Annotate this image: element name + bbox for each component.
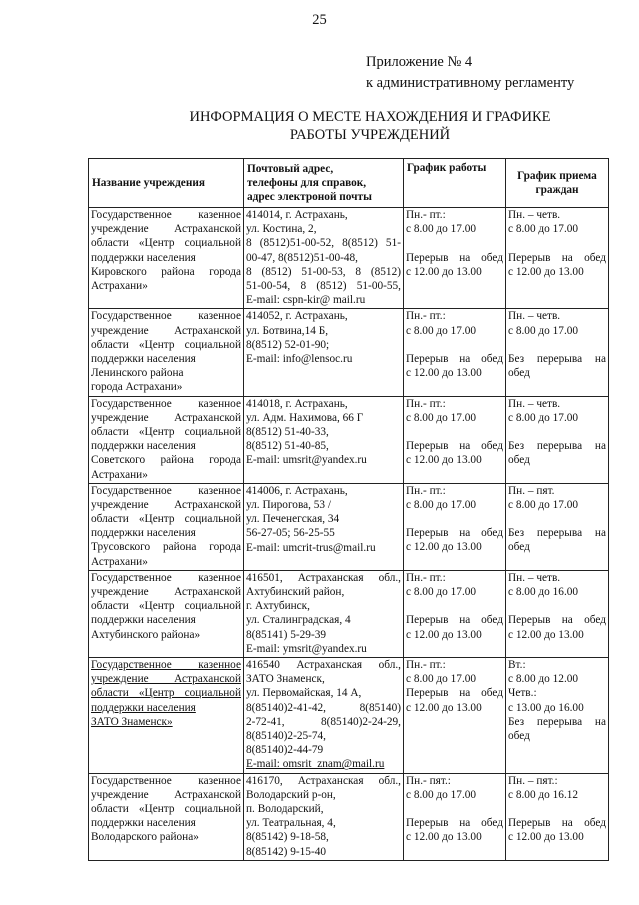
cell-institution-name-line: поддержки населения <box>91 817 196 830</box>
cell-institution-name-line: поддержки населения <box>91 527 196 540</box>
cell-work-schedule <box>404 309 506 396</box>
cell-institution-name-line: города Астрахани» <box>91 381 183 394</box>
cell-address-line: 2-72-41, 8(85140)2-24-29, <box>246 715 401 728</box>
cell-address-line: 8(85140)2-25-74, <box>246 730 327 743</box>
cell-institution-name <box>89 396 244 483</box>
cell-work-schedule-line: с 8.00 до 17.00 <box>406 498 477 511</box>
header-work-schedule: График работы <box>404 159 506 208</box>
cell-institution-name-line: учреждение Астраханской <box>91 586 241 599</box>
cell-institution-name-line: области «Центр социальной <box>91 600 241 613</box>
table-row <box>89 208 609 309</box>
cell-institution-name-line: области «Центр социальной <box>91 237 241 250</box>
cell-institution-name-line: Кировского района города <box>91 265 241 278</box>
cell-address-line: 414014, г. Астрахань, <box>246 209 348 221</box>
cell-institution-name-line: поддержки населения <box>91 614 196 627</box>
cell-reception-schedule-line: с 8.00 до 17.00 <box>508 411 579 424</box>
cell-reception-schedule <box>506 483 609 570</box>
cell-address-line: E-mail: info@lensoc.ru <box>246 352 353 365</box>
cell-work-schedule-line: с 12.00 до 13.00 <box>406 367 482 380</box>
cell-address-line: г. Ахтубинск, <box>246 600 310 613</box>
cell-institution-name-line: учреждение Астраханской <box>91 324 241 337</box>
header-address-line: Почтовый адрес, <box>247 163 334 175</box>
cell-work-schedule-line: с 12.00 до 13.00 <box>406 831 482 844</box>
table-row <box>89 396 609 483</box>
cell-address-line: 8(8512) 51-40-33, <box>246 425 329 438</box>
cell-address <box>244 658 404 774</box>
cell-reception-schedule-line: Без перерыва на <box>508 527 606 540</box>
cell-work-schedule-line: Перерыв на обед <box>406 527 503 540</box>
header-address <box>244 159 404 208</box>
appendix-heading <box>366 52 574 94</box>
cell-work-schedule-line: с 12.00 до 13.00 <box>406 701 482 714</box>
cell-institution-name-line: Трусовского района города <box>91 541 241 554</box>
cell-address-line: ул. Печенегская, 34 <box>246 513 340 526</box>
cell-address-line: 416170, Астраханская обл., <box>246 774 401 787</box>
cell-reception-schedule-line: Перерыв на обед <box>508 251 606 264</box>
cell-address <box>244 396 404 483</box>
cell-address-line: 8(85142) 9-15-40 <box>246 845 327 858</box>
cell-reception-schedule-line: Пн. – четв. <box>508 397 561 410</box>
appendix-line-2: к административному регламенту <box>366 75 575 91</box>
appendix-line-1: Приложение № 4 <box>366 54 473 70</box>
line-spacer <box>508 599 606 613</box>
cell-work-schedule <box>404 208 506 309</box>
cell-institution-name-line: Государственное казенное <box>91 774 241 787</box>
cell-reception-schedule <box>506 396 609 483</box>
cell-work-schedule-line: с 12.00 до 13.00 <box>406 454 482 467</box>
cell-work-schedule-line: Пн.- пят.: <box>406 774 451 787</box>
cell-work-schedule-line: с 8.00 до 17.00 <box>406 788 477 801</box>
cell-institution-name-line: Государственное казенное <box>91 310 241 323</box>
cell-address-line: E-mail: umcrit-trus@mail.ru <box>246 541 376 554</box>
cell-reception-schedule-line: с 8.00 до 12.00 <box>508 673 579 686</box>
cell-institution-name-line: Астрахани» <box>91 279 148 292</box>
line-spacer <box>406 512 503 526</box>
cell-address-line: ул. Первомайская, 14 А, <box>246 687 362 700</box>
cell-institution-name-line: Ахтубинского района» <box>91 628 201 641</box>
cell-reception-schedule-line: Перерыв на обед <box>508 817 606 830</box>
cell-reception-schedule <box>506 658 609 774</box>
line-spacer <box>406 338 503 352</box>
cell-work-schedule <box>404 658 506 774</box>
cell-work-schedule <box>404 773 506 860</box>
cell-reception-schedule <box>506 570 609 657</box>
cell-reception-schedule-line: с 12.00 до 13.00 <box>508 265 584 278</box>
cell-address-line: 414052, г. Астрахань, <box>246 310 348 323</box>
cell-institution-name-line: поддержки населения <box>91 440 196 453</box>
cell-reception-schedule <box>506 208 609 309</box>
cell-reception-schedule-line: с 8.00 до 17.00 <box>508 324 579 337</box>
header-name: Название учреждения <box>89 159 244 208</box>
line-spacer <box>406 425 503 439</box>
cell-reception-schedule-line: Пн. – четв. <box>508 571 561 584</box>
cell-work-schedule-line: Пн.- пт.: <box>406 310 446 323</box>
cell-work-schedule-line: с 8.00 до 17.00 <box>406 223 477 236</box>
header-reception-schedule <box>506 159 609 208</box>
cell-address-line: Володарский р-он, <box>246 788 336 801</box>
cell-institution-name-line: Государственное казенное <box>91 659 241 672</box>
cell-institution-name-line: Советского района города <box>91 454 241 467</box>
cell-reception-schedule-line: Без перерыва на <box>508 440 606 453</box>
line-spacer <box>508 425 606 439</box>
cell-institution-name-line: поддержки населения <box>91 251 196 264</box>
cell-work-schedule-line: Пн.- пт.: <box>406 571 446 584</box>
cell-reception-schedule-line: обед <box>508 541 530 554</box>
table-row <box>89 773 609 860</box>
cell-address <box>244 309 404 396</box>
cell-institution-name-line: учреждение Астраханской <box>91 788 241 801</box>
cell-address-line: 8(85140)2-44-79 <box>246 744 324 757</box>
cell-work-schedule-line: с 8.00 до 17.00 <box>406 586 477 599</box>
cell-institution-name-line: области «Центр социальной <box>91 338 241 351</box>
cell-institution-name-line: Государственное казенное <box>91 571 241 584</box>
cell-reception-schedule-line: с 12.00 до 13.00 <box>508 831 584 844</box>
cell-reception-schedule-line: Без перерыва на <box>508 715 606 728</box>
cell-reception-schedule-line: Пн. – пят. <box>508 484 555 497</box>
cell-work-schedule-line: Пн.- пт.: <box>406 659 446 672</box>
cell-address-line: 8(85141) 5-29-39 <box>246 628 327 641</box>
cell-address-line: 8(8512) 51-40-85, <box>246 440 329 453</box>
cell-reception-schedule-line: с 8.00 до 16.12 <box>508 788 579 801</box>
cell-institution-name-line: учреждение Астраханской <box>91 223 241 236</box>
cell-reception-schedule-line: с 8.00 до 17.00 <box>508 223 579 236</box>
cell-address <box>244 483 404 570</box>
cell-address-line: Ахтубинский район, <box>246 586 345 599</box>
cell-institution-name-line: Государственное казенное <box>91 209 241 221</box>
cell-reception-schedule-line: с 13.00 до 16.00 <box>508 701 584 714</box>
cell-institution-name-line: поддержки населения <box>91 352 196 365</box>
cell-address-line: ул. Адм. Нахимова, 66 Г <box>246 411 364 424</box>
cell-address-line: 414018, г. Астрахань, <box>246 397 348 410</box>
cell-reception-schedule-line: Четв.: <box>508 687 537 700</box>
cell-work-schedule-line: с 12.00 до 13.00 <box>406 628 482 641</box>
cell-reception-schedule-line: с 8.00 до 16.00 <box>508 586 579 599</box>
cell-address-line: E-mail: umsrit@yandex.ru <box>246 454 367 467</box>
cell-institution-name-line: поддержки населения <box>91 701 196 714</box>
line-spacer <box>508 338 606 352</box>
cell-work-schedule-line: Пн.- пт.: <box>406 397 446 410</box>
cell-institution-name-line: Ленинского района <box>91 367 184 380</box>
cell-work-schedule <box>404 570 506 657</box>
header-address-line: адрес электроной почты <box>247 191 372 203</box>
cell-address-line: ЗАТО Знаменск, <box>246 673 325 686</box>
cell-address-line: E-mail: cspn-kir@ mail.ru <box>246 294 366 307</box>
table-row <box>89 570 609 657</box>
table-row <box>89 658 609 774</box>
cell-work-schedule-line: Перерыв на обед <box>406 614 503 627</box>
cell-reception-schedule <box>506 309 609 396</box>
table-row <box>89 309 609 396</box>
cell-reception-schedule-line: с 8.00 до 17.00 <box>508 498 579 511</box>
cell-address-line: 8 (8512) 51-00-53, 8 (8512) <box>246 265 401 278</box>
cell-address-line: 8(8512) 52-01-90; <box>246 338 330 351</box>
cell-reception-schedule-line: Вт.: <box>508 659 526 672</box>
cell-work-schedule-line: с 8.00 до 17.00 <box>406 411 477 424</box>
cell-address-line: ул. Пирогова, 53 / <box>246 498 332 511</box>
cell-reception-schedule-line: Пн. – четв. <box>508 209 561 221</box>
cell-institution-name-line: Государственное казенное <box>91 397 241 410</box>
cell-reception-schedule-line: Без перерыва на <box>508 352 606 365</box>
cell-address-line: E-mail: ymsrit@yandex.ru <box>246 642 367 655</box>
header-address-line: телефоны для справок, <box>247 177 367 189</box>
cell-address-line: 416540 Астраханская обл., <box>246 659 401 672</box>
cell-reception-schedule-line: обед <box>508 367 530 380</box>
cell-address-line: ул. Сталинградская, 4 <box>246 614 351 627</box>
cell-institution-name-line: Володарского района» <box>91 831 199 844</box>
cell-work-schedule-line: Перерыв на обед <box>406 687 503 700</box>
cell-institution-name-line: области «Центр социальной <box>91 803 241 816</box>
cell-address-line: 8(85142) 9-18-58, <box>246 831 329 844</box>
cell-institution-name <box>89 773 244 860</box>
cell-institution-name-line: учреждение Астраханской <box>91 498 241 511</box>
cell-institution-name <box>89 658 244 774</box>
cell-address-line: 414006, г. Астрахань, <box>246 484 348 497</box>
header-reception-line: График приема <box>517 170 597 182</box>
cell-institution-name-line: области «Центр социальной <box>91 425 241 438</box>
cell-reception-schedule-line: Перерыв на обед <box>508 614 606 627</box>
cell-address-line: 51-00-54, 8 (8512) 51-00-55, <box>246 279 401 292</box>
cell-institution-name-line: области «Центр социальной <box>91 687 241 700</box>
cell-institution-name <box>89 483 244 570</box>
header-reception-line: граждан <box>535 184 579 196</box>
cell-institution-name-line: Астрахани» <box>91 468 148 481</box>
table-row <box>89 483 609 570</box>
cell-work-schedule-line: с 8.00 до 17.00 <box>406 324 477 337</box>
cell-work-schedule-line: Перерыв на обед <box>406 251 503 264</box>
cell-work-schedule-line: Пн.- пт.: <box>406 209 446 221</box>
title-line-2: РАБОТЫ УЧРЕЖДЕНИЙ <box>289 127 451 143</box>
line-spacer <box>508 802 606 816</box>
cell-work-schedule-line: с 12.00 до 13.00 <box>406 541 482 554</box>
cell-institution-name <box>89 309 244 396</box>
cell-reception-schedule-line: с 12.00 до 13.00 <box>508 628 584 641</box>
table-header-row <box>89 159 609 208</box>
cell-reception-schedule-line: Пн. – пят.: <box>508 774 558 787</box>
cell-address-line: ул. Ботвина,14 Б, <box>246 324 329 337</box>
cell-work-schedule-line: с 12.00 до 13.00 <box>406 265 482 278</box>
cell-institution-name-line: области «Центр социальной <box>91 513 241 526</box>
cell-address-line: п. Володарский, <box>246 803 324 816</box>
cell-reception-schedule-line: обед <box>508 454 530 467</box>
line-spacer <box>508 512 606 526</box>
cell-address-line: E-mail: omsrit_znam@mail.ru <box>246 758 385 771</box>
cell-address <box>244 570 404 657</box>
cell-address <box>244 773 404 860</box>
cell-work-schedule <box>404 396 506 483</box>
cell-work-schedule-line: Перерыв на обед <box>406 817 503 830</box>
line-spacer <box>508 236 606 250</box>
cell-reception-schedule <box>506 773 609 860</box>
cell-address-line: 8(85140)2-41-42, 8(85140) <box>246 701 401 714</box>
cell-institution-name-line: учреждение Астраханской <box>91 411 241 424</box>
institutions-table <box>88 158 609 861</box>
cell-address-line: 00-47, 8(8512)51-00-48, <box>246 251 359 264</box>
cell-reception-schedule-line: обед <box>508 730 530 743</box>
cell-work-schedule-line: Перерыв на обед <box>406 440 503 453</box>
cell-address-line: ул. Театральная, 4, <box>246 817 336 830</box>
cell-address-line: ул. Костина, 2, <box>246 223 317 236</box>
cell-address-line: 8 (8512)51-00-52, 8(8512) 51- <box>246 237 401 250</box>
title-line-1: ИНФОРМАЦИЯ О МЕСТЕ НАХОЖДЕНИЯ И ГРАФИКЕ <box>189 109 551 125</box>
cell-work-schedule <box>404 483 506 570</box>
table-body <box>89 208 609 861</box>
cell-work-schedule-line: Пн.- пт.: <box>406 484 446 497</box>
cell-work-schedule-line: с 8.00 до 17.00 <box>406 673 477 686</box>
cell-address <box>244 208 404 309</box>
line-spacer <box>406 236 503 250</box>
document-title <box>150 108 590 144</box>
cell-institution-name <box>89 208 244 309</box>
cell-institution-name-line: ЗАТО Знаменск» <box>91 715 173 728</box>
cell-institution-name-line: Государственное казенное <box>91 484 241 497</box>
cell-address-line: 416501, Астраханская обл., <box>246 571 401 584</box>
cell-reception-schedule-line: Пн. – четв. <box>508 310 561 323</box>
line-spacer <box>406 599 503 613</box>
cell-institution-name-line: Астрахани» <box>91 555 148 568</box>
cell-institution-name <box>89 570 244 657</box>
page-number: 25 <box>312 12 327 28</box>
line-spacer <box>406 802 503 816</box>
cell-address-line: 56-27-05; 56-25-55 <box>246 527 335 540</box>
cell-institution-name-line: учреждение Астраханской <box>91 673 241 686</box>
cell-work-schedule-line: Перерыв на обед <box>406 352 503 365</box>
